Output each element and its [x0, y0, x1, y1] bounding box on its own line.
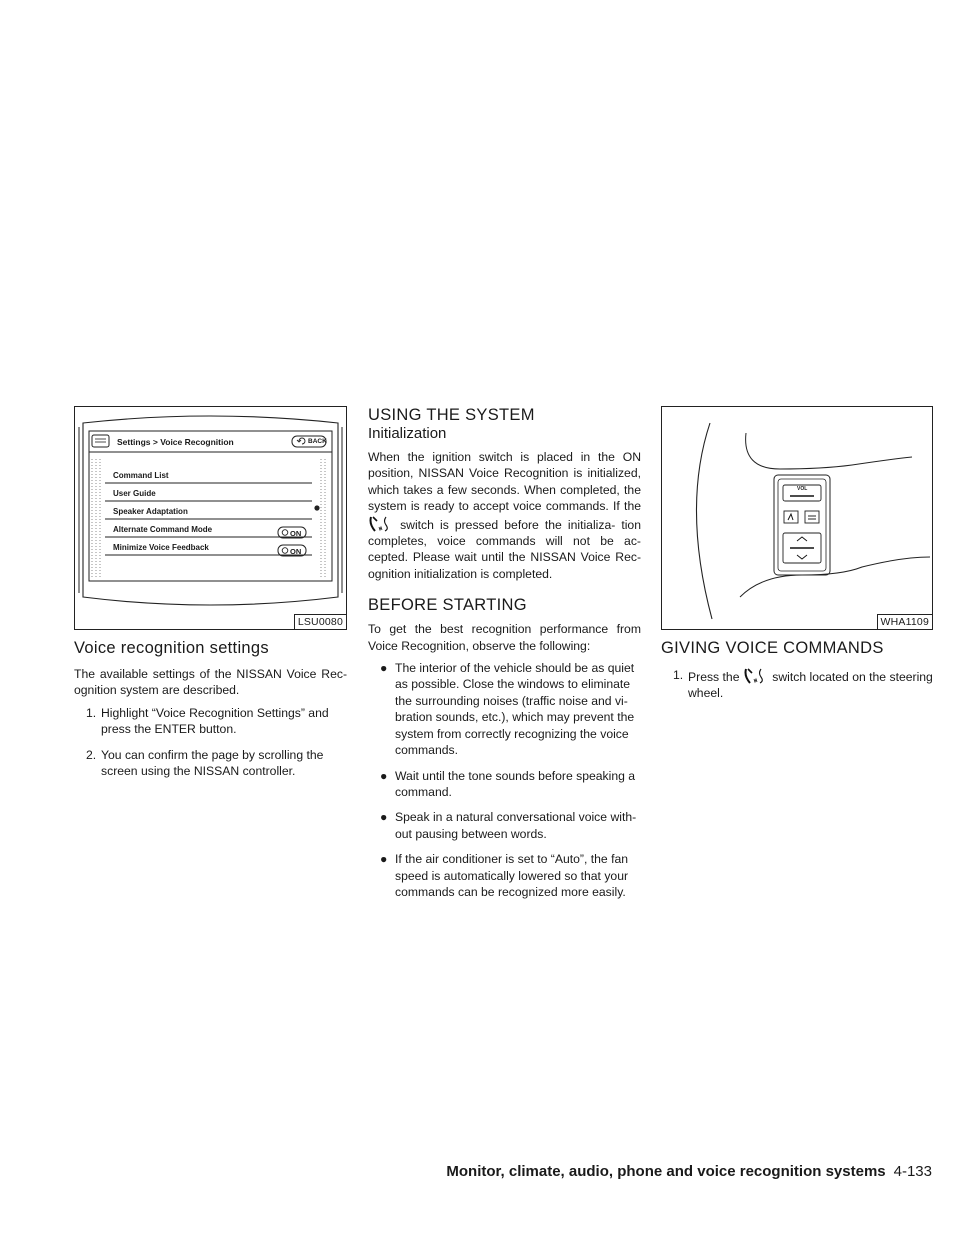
numbered-steps [661, 667, 933, 702]
section-heading: GIVING VOICE COMMANDS [661, 639, 884, 657]
menu-item-minimize-voice-feedback: Minimize Voice Feedback [113, 543, 209, 552]
page-footer [446, 1163, 932, 1180]
vol-label: VOL [797, 486, 808, 492]
column-right [661, 406, 933, 711]
figure-steering-wheel-switches [661, 406, 933, 630]
numbered-steps [74, 705, 347, 780]
column-middle [368, 406, 641, 909]
section-heading: Voice recognition settings [74, 639, 269, 657]
page-number: 4-133 [893, 1163, 932, 1180]
section-intro: To get the best recognition performance from Voice Recognition, observe the following: [368, 622, 641, 653]
list-item: ● If the air conditioner is set to “Auto”, the fan speed is automatically lowered so that your commands can be recognized more easily. [380, 852, 629, 899]
talk-switch-icon [743, 667, 769, 685]
steering-wheel-illustration [662, 407, 932, 629]
list-item: ● Speak in a natural conversational voice with- out pausing between words. [380, 810, 637, 841]
back-label: BACK [308, 438, 327, 445]
list-item: ● The interior of the vehicle should be as quiet as possible. Close the windows to eliminate the surrounding noises (traffic noise and vi- bration sounds, etc.), which may prevent the system from correctly recognizing the voice commands. [380, 661, 635, 758]
section-heading: USING THE SYSTEM [368, 406, 535, 424]
figure-label: LSU0080 [294, 614, 346, 629]
list-item: 1. Press the switch located on the steering wheel. [673, 668, 933, 701]
subsection-heading: Initialization [368, 425, 447, 442]
list-item: ● Wait until the tone sounds before speaking a command. [380, 768, 636, 799]
menu-item-speaker-adaptation: Speaker Adaptation [113, 507, 188, 516]
list-item: 2. You can confirm the page by scrolling the screen using the NISSAN controller. [86, 747, 324, 779]
talk-switch-icon [368, 515, 394, 533]
column-left [74, 406, 347, 788]
screen-title: Settings > Voice Recognition [117, 437, 234, 447]
toggle-on-label: ON [290, 529, 302, 538]
menu-item-command-list: Command List [113, 471, 169, 480]
toggle-on-label: ON [290, 547, 302, 556]
menu-item-alternate-command-mode: Alternate Command Mode [113, 525, 213, 534]
footer-section-title: Monitor, climate, audio, phone and voice recognition systems [446, 1163, 886, 1180]
figure-voice-recognition-screen [74, 406, 347, 630]
section-heading: BEFORE STARTING [368, 596, 527, 615]
list-item: 1. Highlight “Voice Recognition Settings” and press the ENTER button. [86, 705, 329, 737]
figure-label: WHA1109 [877, 614, 932, 629]
initialization-paragraph: When the ignition switch is placed in the ON position, NISSAN Voice Recognition is initialized, which takes a few seconds. When completed, the system is ready to accept voice commands. If the switch is pressed before the initializa- tion completes, voice commands will not be ac- cepted. Please wait until the NISSAN Voice Rec- ognition initialization is completed. [368, 450, 641, 581]
bullet-list [368, 660, 641, 900]
menu-item-user-guide: User Guide [113, 489, 156, 498]
section-intro: The available settings of the NISSAN Voice Rec- ognition system are described. [74, 667, 347, 698]
